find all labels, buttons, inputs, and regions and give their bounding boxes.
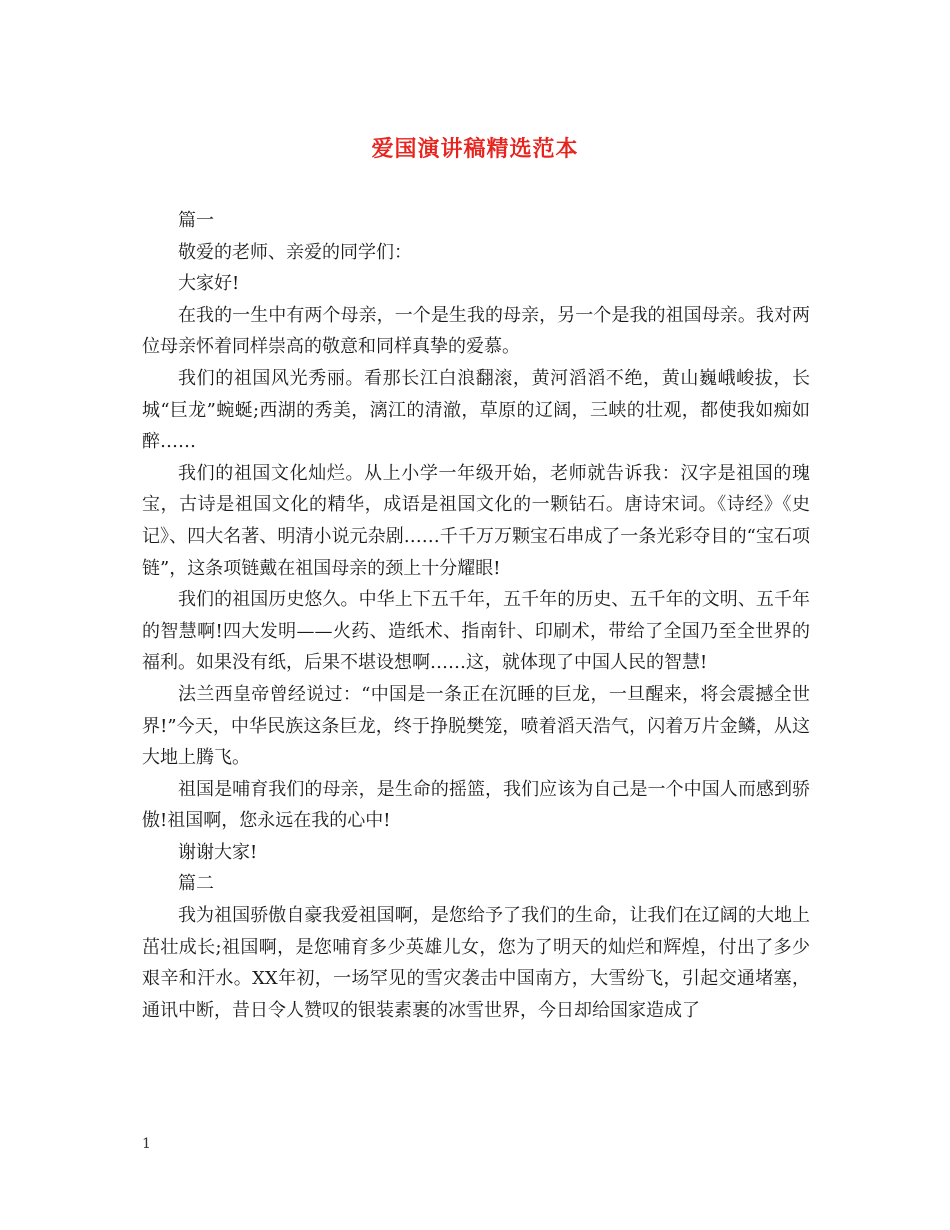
body-paragraph: 祖国是哺育我们的母亲，是生命的摇篮，我们应该为自己是一个中国人而感到骄傲!祖国啊，您永远在我的心中! (142, 778, 810, 832)
salutation: 敬爱的老师、亲爱的同学们： (178, 241, 412, 263)
closing: 谢谢大家! (178, 841, 258, 863)
document-title: 爱国演讲稿精选范本 (371, 136, 579, 162)
page-number: 1 (142, 1136, 151, 1152)
body-paragraph: 我们的祖国历史悠久。中华上下五千年，五千年的历史、五千年的文明、五千年的智慧啊!四大发明——火药、造纸术、指南针、印刷术，带给了全国乃至全世界的福利。如果没有纸，后果不堪设想啊……这，就体现了中国人民的智慧! (142, 589, 810, 674)
body-paragraph: 我们的祖国文化灿烂。从上小学一年级开始，老师就告诉我：汉字是祖国的瑰宝，古诗是祖国文化的精华，成语是祖国文化的一颗钻石。唐诗宋词。《诗经》《史记》、四大名著、明清小说元杂剧……千千万万颗宝石串成了一条光彩夺目的“宝石项链”，这条项链戴在祖国母亲的颈上十分耀眼! (142, 462, 810, 579)
section-heading: 篇二 (178, 873, 214, 895)
body-paragraph: 法兰西皇帝曾经说过：“中国是一条正在沉睡的巨龙，一旦醒来，将会震撼全世界!”今天，中华民族这条巨龙，终于挣脱樊笼，喷着滔天浩气，闪着万片金鳞，从这大地上腾飞。 (142, 683, 810, 769)
document-body (142, 205, 810, 1026)
body-paragraph: 我为祖国骄傲自豪我爱祖国啊，是您给予了我们的生命，让我们在辽阔的大地上茁壮成长;祖国啊，是您哺育多少英雄儿女，您为了明天的灿烂和辉煌，付出了多少艰辛和汗水。XX年初，一场罕见的雪灾袭击中国南方，大雪纷飞，引起交通堵塞，通讯中断，昔日令人赞叹的银装素裹的冰雪世界，今日却给国家造成了 (142, 905, 810, 1021)
body-paragraph: 我们的祖国风光秀丽。看那长江白浪翻滚，黄河滔滔不绝，黄山巍峨峻拔，长城“巨龙”蜿蜒;西湖的秀美，漓江的清澈，草原的辽阔，三峡的壮观，都使我如痴如醉…… (142, 367, 810, 453)
body-paragraph: 在我的一生中有两个母亲，一个是生我的母亲，另一个是我的祖国母亲。我对两位母亲怀着同样崇高的敬意和同样真挚的爱慕。 (142, 304, 810, 358)
greeting: 大家好! (178, 273, 240, 295)
section-heading: 篇一 (178, 210, 214, 231)
